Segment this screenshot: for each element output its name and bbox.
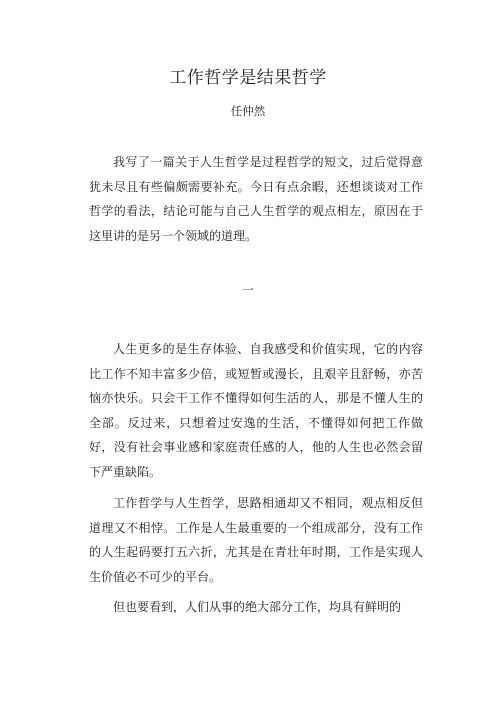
paragraph-body: 人生更多的是生存体验、自我感受和价值实现，它的内容比工作不知丰富多少倍，或短暂或漫长，且艰辛且舒畅，亦苦恼亦快乐。只会干工作不懂得如何生活的人，那是不懂人生的全部。反过来，只想着过安逸的生活，不懂得如何把工作做好，没有社会事业感和家庭责任感的人，他的人生也必然会留下严重缺陷。 [89, 342, 423, 479]
section-heading: 一 [241, 283, 254, 297]
paragraph-body: 但也要看到，人们从事的绝大部分工作，均具有鲜明的 [113, 600, 402, 614]
document-title: 工作哲学是结果哲学 [169, 68, 327, 88]
paragraph-intro: 我写了一篇关于人生哲学是过程哲学的短文，过后觉得意犹未尽且有些偏颇需要补充。今日有点余暇，还想谈谈对工作哲学的看法，结论可能与自己人生哲学的观点相左，原因在于这里讲的是另一个领域的道理。 [89, 155, 423, 243]
paragraph-body: 工作哲学与人生哲学，思路相通却又不相同，观点相反但道理又不相悖。工作是人生最重要的一个组成部分，没有工作的人生起码要打五六折，尤其是在青壮年时期，工作是实现人生价值必不可少的平台。 [89, 496, 423, 584]
document-author: 任仲然 [230, 104, 266, 118]
